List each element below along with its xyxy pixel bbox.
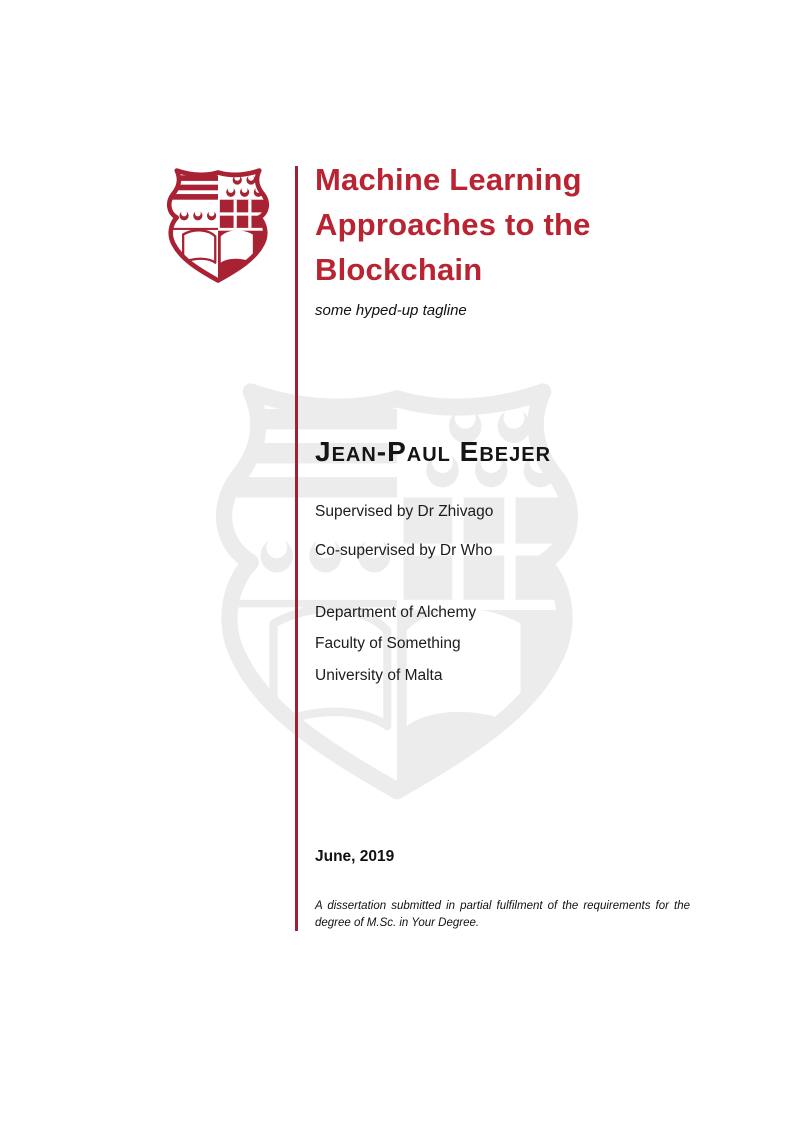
thesis-title-line-2: Approaches to the [315, 207, 591, 242]
co-supervisor-line: Co-supervised by Dr Who [315, 542, 493, 559]
thesis-title [315, 157, 625, 292]
thesis-title-line-1: Machine Learning [315, 162, 582, 197]
thesis-title-line-3: Blockchain [315, 252, 483, 287]
submission-date: June, 2019 [315, 848, 395, 865]
department-line: Department of Alchemy [315, 604, 477, 621]
submission-note: A dissertation submitted in partial fulfilment of the requirements for the degree of M.Sc. in Your Degree. [315, 900, 690, 929]
faculty-line: Faculty of Something [315, 635, 461, 652]
university-line: University of Malta [315, 667, 443, 684]
supervisor-line: Supervised by Dr Zhivago [315, 503, 494, 520]
thesis-tagline: some hyped-up tagline [315, 302, 467, 319]
author-name: Jean-Paul Ebejer [315, 436, 552, 467]
